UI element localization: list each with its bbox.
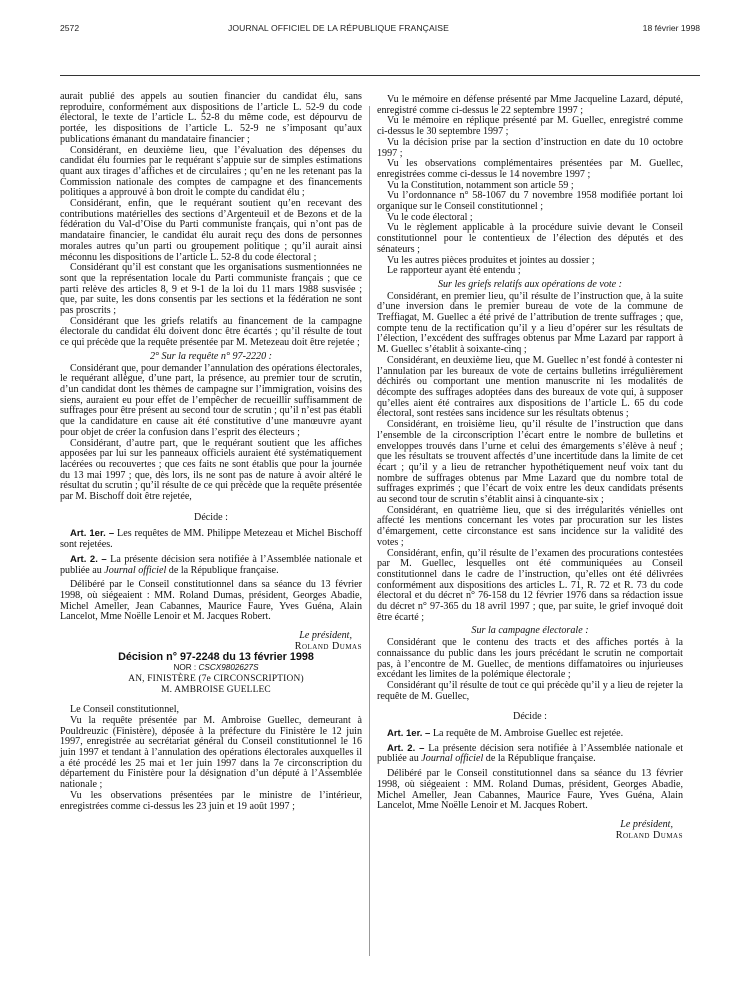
article-2	[377, 744, 683, 765]
section-heading: Sur les griefs relatifs aux opérations de vote :	[437, 278, 623, 290]
paragraph: Considérant qu’il est constant que les organisations susmentionnées ne sont que la représentation locale du Parti communiste français ; que ce parti relève des articles 8, 9 et 9-1 de la loi du 11 mars 1988 susvisée ; que, par suite, les dons consentis par les sections et la fédération ne sont pas proscrits ;	[60, 262, 362, 317]
article-1	[60, 529, 362, 550]
article-text: La présente décision sera notifiée à l’Assemblée nationale et publiée au	[60, 553, 362, 576]
paragraph: Le rapporteur ayant été entendu ;	[387, 265, 521, 277]
paragraph: Considérant que le contenu des tracts et des affiches portés à la connaissance du public dans les jours précédant le scrutin ne comportait pas, à l’encontre de M. Guellec, de mentions diffamatoires ou injurieuses excédant les limites de la polémique électorale ;	[377, 637, 683, 681]
article-1	[377, 729, 683, 740]
journal-reference: Journal officiel	[104, 564, 167, 576]
article-text: La présente décision sera notifiée à l’Assemblée nationale et publiée au	[377, 742, 683, 765]
paragraph: Considérant, en deuxième lieu, que M. Guellec n’est fondé à contester ni l’annulation par les bureaux de vote de certains bulletins irrégulièrement déchirés ou comportant une mention manuscrite ni les modalités de décompte des suffrages adoptées dans des bureaux de vote qui, à supposer qu’elles aient été contraires aux dispositions de l’article L. 65 du code électoral, sont restées sans incidence sur les résultats obtenus ;	[377, 354, 683, 420]
article-label: Art. 2. –	[387, 742, 425, 754]
paragraph: Vu le mémoire en défense présenté par Mme Jacqueline Lazard, député, enregistré comme ci-dessus le 22 septembre 1997 ;	[377, 94, 683, 116]
paragraph: Vu la requête présentée par M. Ambroise Guellec, demeurant à Pouldreuzic (Finistère), déposée à la préfecture du Finistère le 12 juin 1997, enregistrée au secrétariat général du Conseil constitutionnel le 16 juin 1997 et tendant à l’annulation des opérations électorales auxquelles il a été procédé les 25 mai et 1er juin 1997 dans la 7e circonscription du département du Finistère pour la désignation d’un député à l’Assemblée nationale ;	[60, 714, 362, 791]
paragraph: Vu les observations complémentaires présentées par M. Guellec, enregistrées comme ci-dessus le 14 novembre 1997 ;	[377, 158, 683, 180]
paragraph: aurait publié des appels au soutien financier du candidat élu, sans reproduire, conformément aux dispositions de l’article L. 52-9 du code électoral, le texte de l’article L. 52-8 du même code, est dépourvu de portée, les dispositions de l’article L. 52-9 ne s’imposant qu’aux publications émanant du mandataire financier ;	[60, 91, 362, 145]
section-heading: Sur la campagne électorale :	[471, 625, 589, 637]
paragraph: Considérant, enfin, que le requérant soutient qu’en recevant des contributions matérielles des sections d’Argenteuil et de Bezons et de la fédération du Val-d’Oise du Parti communiste français, qui n’ont pas de mandataire financier, le candidat élu aurait reçu des dons de personnes morales autres qu’un parti ou groupement politique ; qu’il aurait ainsi méconnu les dispositions de l’article L. 52-8 du code électoral ;	[60, 198, 362, 263]
decide-heading: Décide :	[194, 511, 228, 523]
paragraph: Considérant, en deuxième lieu, que l’évaluation des dépenses du candidat élu fournies par le requérant s’appuie sur de simples estimations quant aux tirages d’affiches et de circulaires ; qu’en ne les retenant pas la Commission nationale des comptes de campagne et des financements politiques a approuvé à bon droit le compte du candidat élu ;	[60, 144, 362, 199]
deliberation: Délibéré par le Conseil constitutionnel dans sa séance du 13 février 1998, où siégeaient : MM. Roland Dumas, président, Georges Abadie, Michel Ameller, Jean Cabannes, Maurice Faure, Yves Guéna, Alain Lancelot, Mme Noëlle Lenoir et M. Jacques Robert.	[60, 579, 362, 623]
publication-date: 18 février 1998	[642, 23, 700, 33]
journal-title: JOURNAL OFFICIEL DE LA RÉPUBLIQUE FRANÇAISE	[228, 23, 449, 33]
article-2	[60, 555, 362, 576]
paragraph: Vu les autres pièces produites et jointes au dossier ;	[387, 254, 595, 266]
column-divider	[369, 106, 370, 956]
article-label: Art. 2. –	[70, 553, 107, 565]
right-column	[377, 95, 683, 841]
paragraph: Considérant, en quatrième lieu, que si des irrégularités vénielles ont affecté les mentions concernant les votes par procuration sur les listes d’émargement, cette circonstance est sans incidence sur la validité des votes ;	[377, 504, 683, 548]
article-text: de la République française.	[168, 564, 279, 576]
decide-heading: Décide :	[513, 711, 547, 723]
paragraph: Vu l’ordonnance n° 58-1067 du 7 novembre 1958 modifiée portant loi organique sur le Conseil constitutionnel ;	[377, 190, 683, 213]
paragraph: Le Conseil constitutionnel,	[70, 704, 180, 716]
signature-title-text: Le président,	[299, 630, 352, 642]
nor-reference	[60, 663, 362, 674]
section-heading: 2° Sur la requête n° 97-2220 :	[149, 350, 273, 362]
paragraph: Vu la décision prise par la section d’instruction en date du 10 octobre 1997 ;	[377, 136, 683, 159]
paragraph: Vu le code électoral ;	[387, 211, 473, 223]
paragraph: Vu les observations présentées par le ministre de l’intérieur, enregistrées comme ci-dessus les 23 juin et 19 août 1997 ;	[60, 789, 362, 812]
deliberation: Délibéré par le Conseil constitutionnel dans sa séance du 13 février 1998, où siégeaient : MM. Roland Dumas, président, Georges Abadie, Michel Ameller, Jean Cabannes, Maurice Faure, Yves Guéna, Alain Lancelot, Mme Noëlle Lenoir et M. Jacques Robert.	[377, 768, 683, 812]
paragraph: Considérant, d’autre part, que le requérant soutient que les affiches apposées par lui sur les panneaux officiels auraient été systématiquement lacérées ou recouvertes ; que ces faits ne sont établis que pour la journée du 13 mai 1997 ; que, dès lors, ils ne sont pas de nature à avoir altéré le résultat du scrutin ; qu’il résulte de ce qui précède que la requête présentée par M. Bischoff doit être rejetée,	[60, 437, 362, 503]
signature-name: Roland Dumas	[615, 829, 683, 841]
paragraph: Considérant, en troisième lieu, qu’il résulte de l’instruction que dans l’ensemble de la circonscription l’écart entre le nombre de bulletins et enveloppes trouvés dans l’urne et celui des émargements s’élève à neuf ; que les résultats se trouvent affectés d’une incertitude dans la limite de cet écart ; qu’il y a lieu de retrancher hypothétiquement neuf voix tant du nombre de suffrages obtenus par Mme Lazard que du nombre total de suffrages exprimés ; que l’écart de voix entre les deux candidats présents au second tour de scrutin s’établit ainsi à cinquante-six ;	[377, 419, 683, 506]
paragraph: Considérant, en premier lieu, qu’il résulte de l’instruction que, à la suite d’une inversion dans le premier bureau de vote de la commune de Treffiagat, M. Guellec a été privé de l’attribution de trente suffrages ; que, compte tenu de la rectification qu’il y a lieu d’opérer sur les résultats de l’élection, l’excédent des suffrages obtenus par Mme Lazard par rapport à M. Guellec s’établit à soixante-cinq ;	[377, 290, 683, 356]
paragraph: Considérant que les griefs relatifs au financement de la campagne électorale du candidat élu doivent donc être écartés ; qu’il résulte de tout ce qui précède que la requête présentée par M. Metezeau doit être rejetée ;	[60, 315, 362, 349]
journal-reference: Journal officiel	[421, 753, 484, 765]
article-text: La requête de M. Ambroise Guellec est rejetée.	[432, 728, 624, 740]
paragraph: Vu le règlement applicable à la procédure suivie devant le Conseil constitutionnel pour le contentieux de l’élection des députés et des sénateurs ;	[377, 222, 683, 255]
paragraph: Vu le mémoire en réplique présenté par M. Guellec, enregistré comme ci-dessus le 30 septembre 1997 ;	[377, 115, 683, 138]
page-header	[60, 23, 700, 37]
petitioner: M. AMBROISE GUELLEC	[161, 684, 271, 695]
article-text: de la République française.	[485, 753, 596, 765]
nor-value: CSCX9802627S	[198, 663, 259, 673]
constituency: AN, FINISTÈRE (7e CIRCONSCRIPTION)	[128, 673, 304, 684]
page-number: 2572	[60, 23, 80, 33]
header-rule	[60, 75, 700, 76]
signature-title-text: Le président,	[620, 819, 673, 830]
article-label: Art. 1er. –	[70, 528, 115, 540]
decision-title: Décision n° 97-2248 du 13 février 1998	[118, 651, 314, 664]
left-column	[60, 92, 362, 812]
paragraph: Considérant, enfin, qu’il résulte de l’examen des procurations contestées par M. Guellec, lesquelles ont été communiquées au Conseil constitutionnel dans le cadre de l’instruction, qu’elles ont été délivrées conformément aux dispositions des articles L. 71, R. 72 et R. 73 du code électoral et du décret n° 76-158 du 12 février 1976 dans sa rédaction issue du décret n° 97-365 du 18 avril 1997 ; que, par suite, le grief invoqué doit être écarté ;	[377, 547, 683, 623]
nor-label: NOR :	[173, 663, 197, 673]
article-text: Les requêtes de MM. Philippe Metezeau et Michel Bischoff sont rejetées.	[60, 528, 362, 551]
paragraph: Considérant que, pour demander l’annulation des opérations électorales, le requérant allègue, d’une part, la présence, au premier tour de scrutin, d’un candidat dont les thèmes de campagne sur l’immigration, voisins des siens, auraient eu pour effet de l’empêcher de recueillir suffisamment de suffrages pour être présent au second tour de scrutin ; qu’il n’est pas établi que la candidature en cause ait été constitutive d’une manœuvre ayant pour objet de créer la confusion dans l’esprit des électeurs ;	[60, 362, 362, 438]
article-label: Art. 1er. –	[387, 728, 431, 740]
paragraph: Considérant qu’il résulte de tout ce qui précède qu’il y a lieu de rejeter la requête de M. Guellec,	[377, 679, 683, 702]
signature-name: Roland Dumas	[294, 640, 362, 652]
paragraph: Vu la Constitution, notamment son article 59 ;	[387, 179, 574, 191]
